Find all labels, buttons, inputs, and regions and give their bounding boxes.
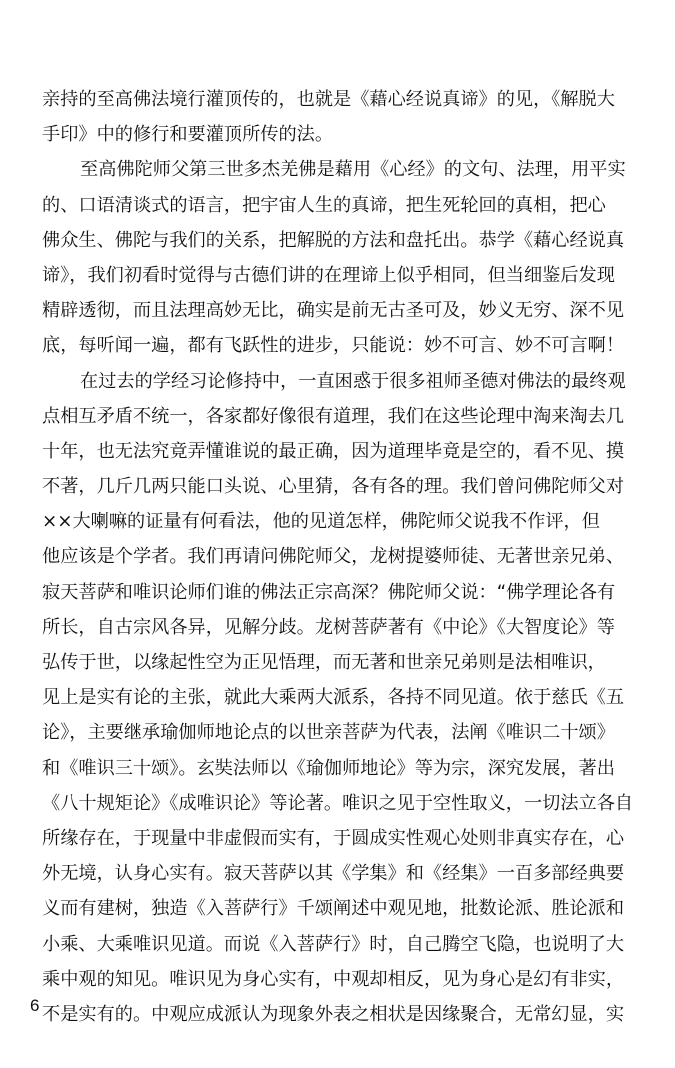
text-line: 小乘、大乘唯识见道。而说《入菩萨行》时，自己腾空飞隐，也说明了大 <box>42 933 625 955</box>
text-line: 论》，主要继承瑜伽师地论点的以世亲菩萨为代表，法阐《唯识二十颂》 <box>42 722 615 744</box>
text-line: 佛众生、佛陀与我们的关系，把解脱的方法和盘托出。恭学《藉心经说真 <box>42 229 625 251</box>
text-line: 和《唯识三十颂》。玄奘法师以《瑜伽师地论》等为宗，深究发展，著出 <box>42 757 615 779</box>
text-line: 他应该是个学者。我们再请问佛陀师父，龙树提婆师徒、无著世亲兄弟、 <box>42 546 625 568</box>
text-line: 精辟透彻，而且法理高妙无比，确实是前无古圣可及，妙义无穷、深不见 <box>42 300 625 322</box>
paragraph-first-line: 在过去的学经习论修持中，一直困惑于很多祖师圣德对佛法的最终观 <box>80 370 626 392</box>
text-line: 寂天菩萨和唯识论师们谁的佛法正宗高深？佛陀师父说：“佛学理论各有 <box>42 581 616 603</box>
text-line: 十年，也无法究竟弄懂谁说的最正确，因为道理毕竟是空的，看不见、摸 <box>42 440 625 462</box>
text-line: 外无境，认身心实有。寂天菩萨以其《学集》和《经集》一百多部经典要 <box>42 863 625 885</box>
page-number: 6 <box>30 996 40 1015</box>
text-line: 所长，自古宗风各异，见解分歧。龙树菩萨著有《中论》《大智度论》等 <box>42 616 615 638</box>
text-line: 《八十规矩论》《成唯识论》等论著。唯识之见于空性取义，一切法立各自 <box>42 792 634 814</box>
text-line: 所缘存在，于现量中非虚假而实有，于圆成实性观心处则非真实存在，心 <box>42 827 625 849</box>
text-line: ××大喇嘛的证量有何看法，他的见道怎样，佛陀师父说我不作评，但 <box>42 511 600 533</box>
text-line: 的、口语清谈式的语言，把宇宙人生的真谛，把生死轮回的真相，把心 <box>42 194 606 216</box>
text-line: 点相互矛盾不统一，各家都好像很有道理，我们在这些论理中淘来淘去几 <box>42 405 625 427</box>
text-line: 底，每听闻一遍，都有飞跃性的进步，只能说：妙不可言、妙不可言啊！ <box>42 335 625 357</box>
paragraph-first-line: 至高佛陀师父第三世多杰羌佛是藉用《心经》的文句、法理，用平实 <box>80 159 626 181</box>
text-line: 亲持的至高佛法境行灌顶传的，也就是《藉心经说真谛》的见，《解脱大 <box>42 89 615 110</box>
text-line: 见上是实有论的主张，就此大乘两大派系，各持不同见道。依于慈氏《五 <box>42 687 625 709</box>
text-line: 不是实有的。中观应成派认为现象外表之相状是因缘聚合，无常幻显，实 <box>42 1003 625 1025</box>
text-body <box>42 82 642 1032</box>
text-line: 弘传于世，以缘起性空为正见悟理，而无著和世亲兄弟则是法相唯识， <box>42 652 606 673</box>
text-line: 不著，几斤几两只能口头说、心里猜，各有各的理。我们曾问佛陀师父对 <box>42 476 625 498</box>
text-line: 乘中观的知见。唯识见为身心实有，中观却相反，见为身心是幻有非实， <box>42 968 625 990</box>
text-line: 义而有建树，独造《入菩萨行》千颂阐述中观见地，批数论派、胜论派和 <box>42 898 625 920</box>
text-line: 谛》，我们初看时觉得与古德们讲的在理谛上似乎相同，但当细鉴后发现 <box>42 264 615 286</box>
text-line: 手印》中的修行和要灌顶所传的法。 <box>42 124 334 146</box>
